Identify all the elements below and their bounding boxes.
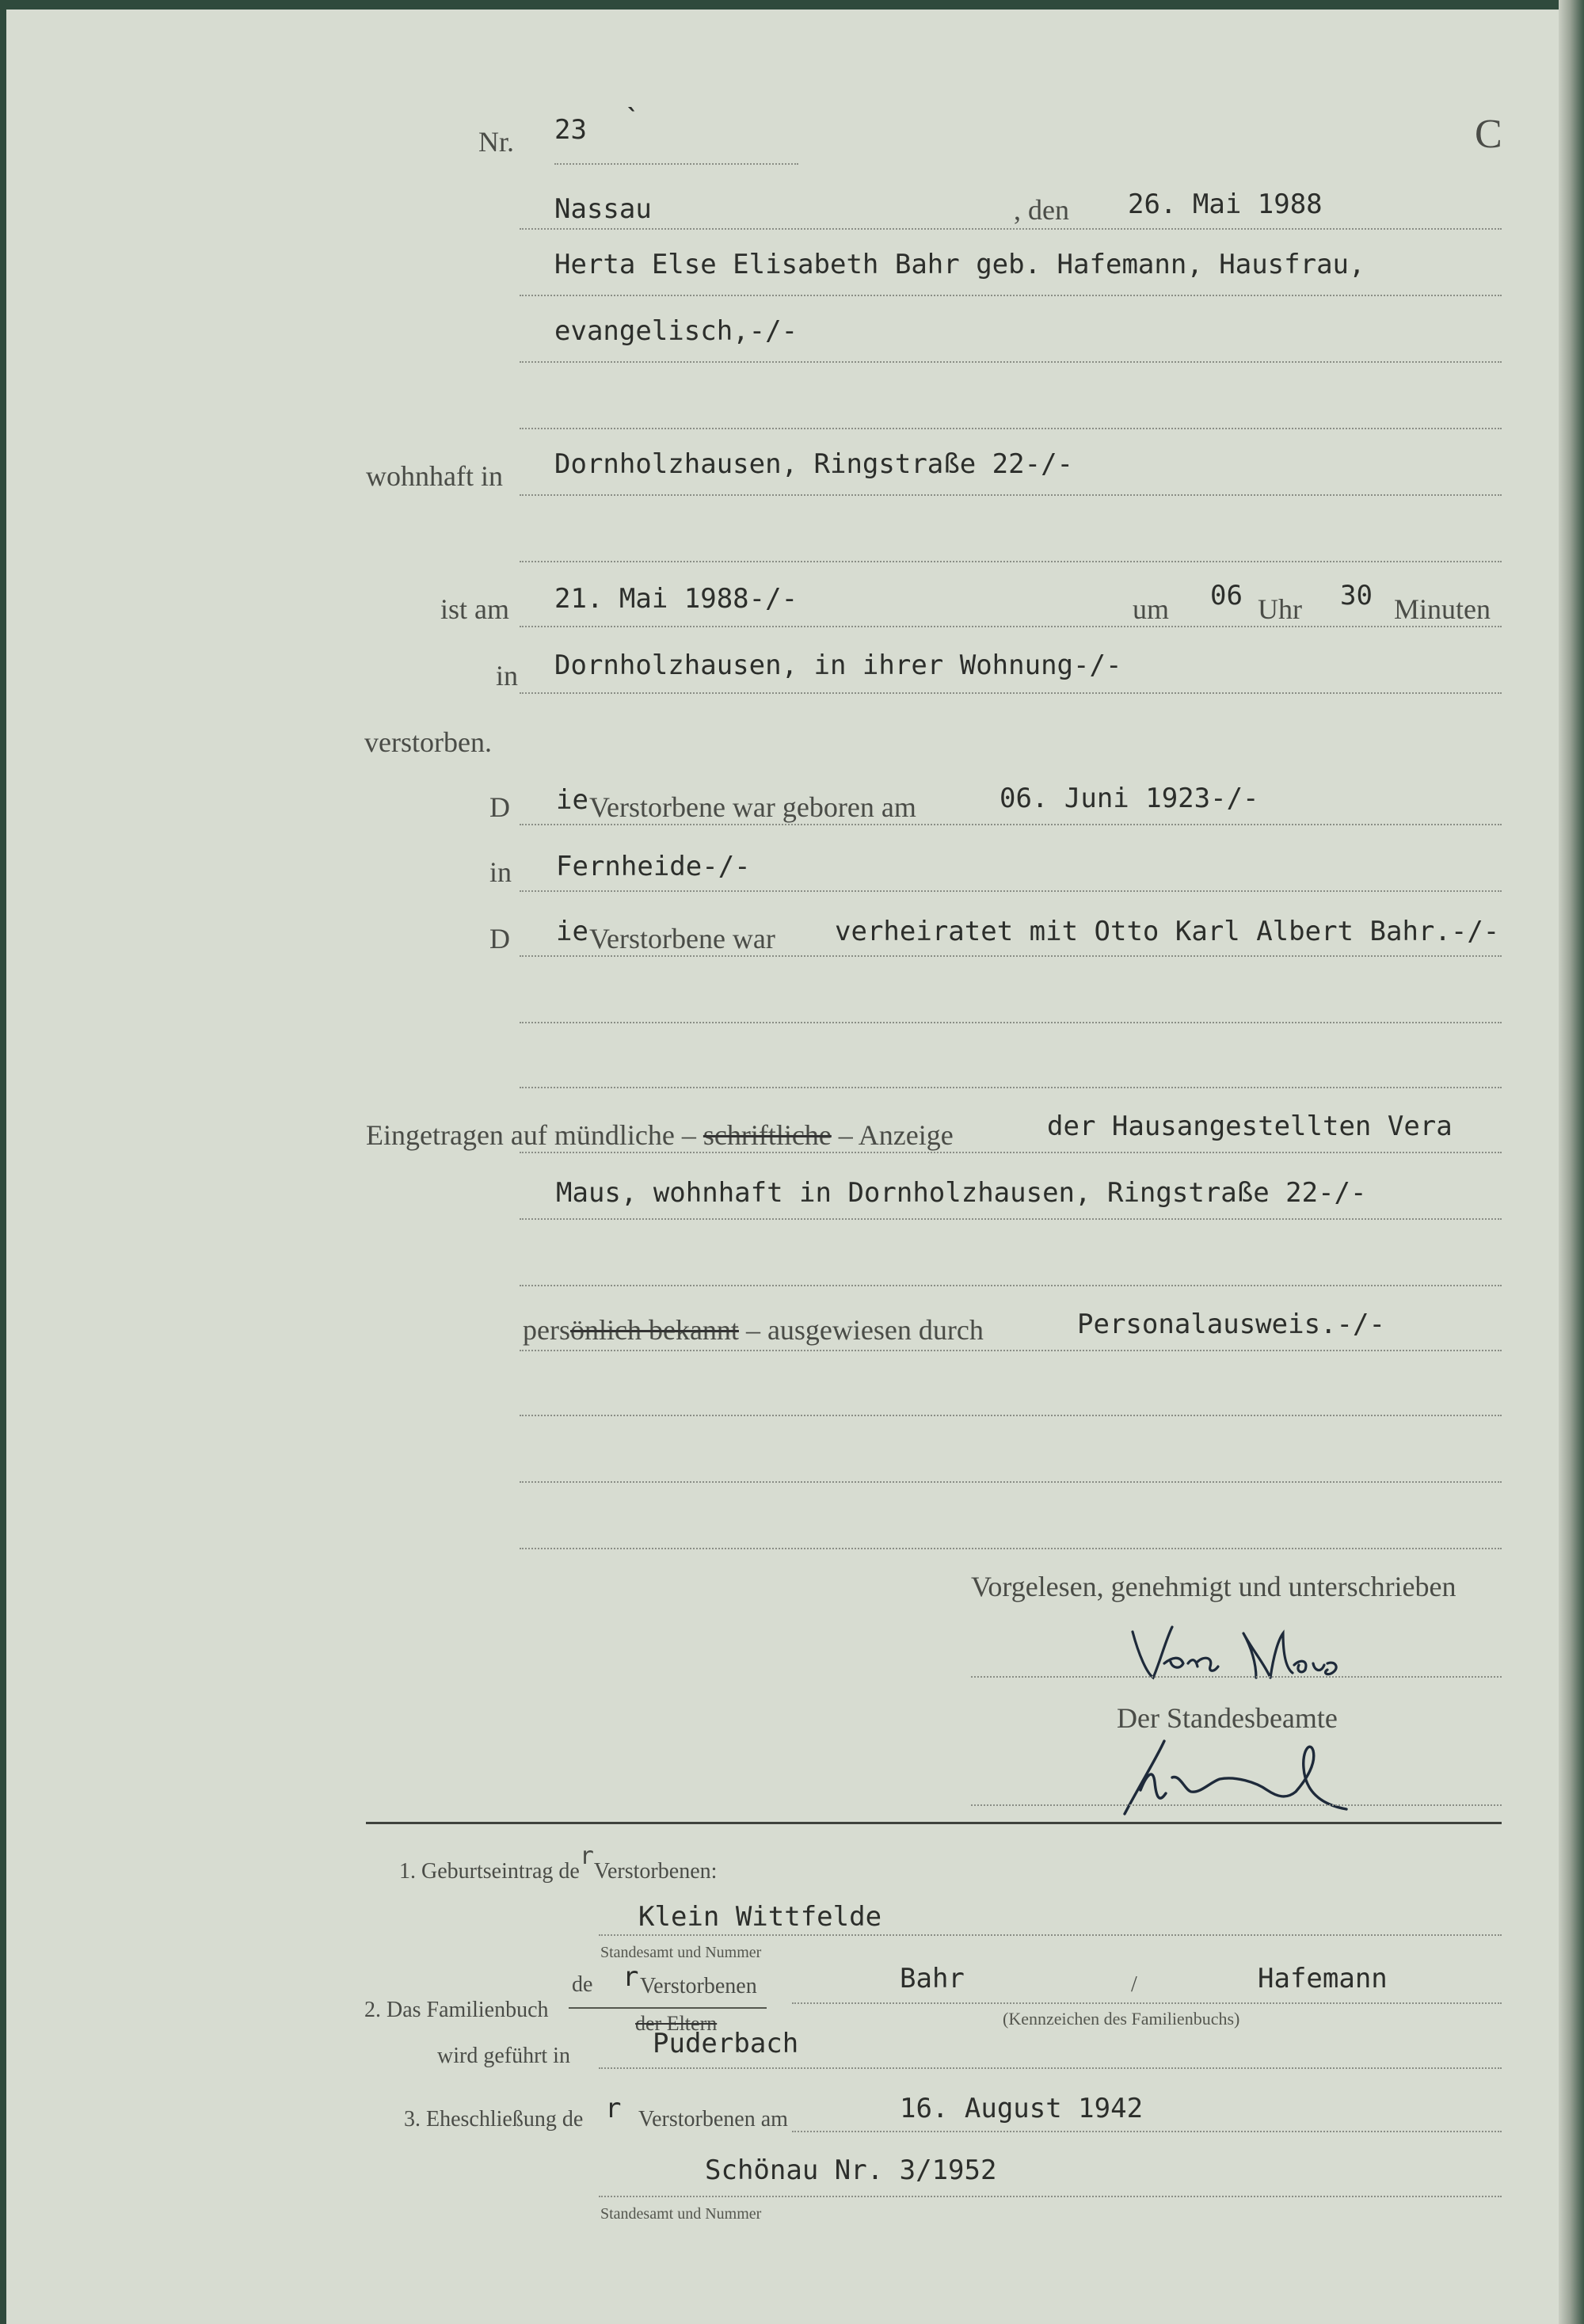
footer-item2-kennzeichen: (Kennzeichen des Familienbuchs) bbox=[1003, 2009, 1240, 2029]
birth-ie: ie bbox=[556, 784, 588, 816]
footer-item2-verstorbenen: Verstorbenen bbox=[640, 1974, 757, 1998]
line-registration2 bbox=[520, 1218, 1502, 1220]
registrar-signature bbox=[1109, 1727, 1378, 1822]
line-footer-item3-place bbox=[599, 2196, 1502, 2197]
line-blank3 bbox=[520, 1022, 1502, 1023]
birth-date: 06. Juni 1923-/- bbox=[1000, 783, 1259, 814]
identification-value: Personalausweis.-/- bbox=[1077, 1309, 1385, 1340]
uhr-label: Uhr bbox=[1258, 593, 1302, 625]
footer-item3-sup: r bbox=[605, 2093, 622, 2124]
footer-item1-label: 1. Geburtseintrag derVerstorbenen: bbox=[399, 1842, 718, 1884]
person-line1: Herta Else Elisabeth Bahr geb. Hafemann, Hausfrau, bbox=[554, 249, 1365, 280]
line-person1 bbox=[520, 295, 1502, 296]
registration-value1: der Hausangestellten Vera bbox=[1047, 1111, 1453, 1142]
footer-item3-post: Verstorbenen am bbox=[638, 2107, 788, 2132]
line-death-place bbox=[520, 692, 1502, 694]
line-blank8 bbox=[520, 1548, 1502, 1549]
footer-item1-value: Klein Wittfelde bbox=[638, 1901, 882, 1933]
line-blank2 bbox=[520, 561, 1502, 562]
nr-value: 23 bbox=[554, 114, 587, 146]
den-label: , den bbox=[1014, 194, 1069, 226]
nr-line bbox=[554, 163, 798, 165]
minuten-label: Minuten bbox=[1394, 593, 1491, 625]
marital-ie: ie bbox=[556, 916, 588, 947]
um-label: um bbox=[1133, 593, 1170, 625]
verstorben-label: verstorben. bbox=[364, 726, 492, 758]
footer-item2-name1: Bahr bbox=[900, 1963, 965, 1994]
footer-item3-date: 16. August 1942 bbox=[900, 2093, 1144, 2124]
birth-d-label: D bbox=[489, 791, 510, 823]
line-registration1 bbox=[520, 1152, 1502, 1153]
footer-item2-label: 2. Das Familienbuch bbox=[364, 1998, 549, 2022]
line-identification bbox=[520, 1350, 1502, 1351]
line-blank1 bbox=[520, 428, 1502, 429]
line-footer-item2-place bbox=[599, 2067, 1502, 2069]
death-hour: 06 bbox=[1210, 580, 1243, 611]
read-approved-label: Vorgelesen, genehmigt und unterschrieben bbox=[971, 1571, 1456, 1602]
registry-place: Nassau bbox=[554, 193, 652, 225]
nr-label: Nr. bbox=[478, 126, 514, 158]
line-birth-place bbox=[520, 890, 1502, 892]
line-marital bbox=[520, 955, 1502, 957]
line-blank5 bbox=[520, 1285, 1502, 1286]
death-date: 21. Mai 1988-/- bbox=[554, 583, 798, 615]
footer-item2-de: de bbox=[572, 1972, 593, 1997]
footer-item2-eltern: der Eltern bbox=[635, 2012, 718, 2035]
residence-label: wohnhaft in bbox=[366, 460, 503, 492]
footer-item3-label: 3. Eheschließung de bbox=[404, 2107, 584, 2132]
footer-item3-place: Schönau Nr. 3/1952 bbox=[705, 2154, 997, 2186]
line-residence bbox=[520, 494, 1502, 496]
footer-divider bbox=[366, 1822, 1502, 1824]
ist-am-label: ist am bbox=[440, 593, 509, 625]
line-blank7 bbox=[520, 1481, 1502, 1483]
marital-value: verheiratet mit Otto Karl Albert Bahr.-/- bbox=[835, 916, 1500, 947]
footer-item1-caption: Standesamt und Nummer bbox=[600, 1944, 762, 1961]
line-footer-item1 bbox=[599, 1934, 1502, 1936]
death-place: Dornholzhausen, in ihrer Wohnung-/- bbox=[554, 650, 1122, 681]
person-line2: evangelisch,-/- bbox=[554, 315, 798, 347]
footer-item3-caption: Standesamt und Nummer bbox=[600, 2205, 762, 2223]
footer-item2-name2: Hafemann bbox=[1258, 1963, 1388, 1994]
footer-item2-rule bbox=[569, 2007, 767, 2009]
line-footer-item3-date bbox=[792, 2131, 1502, 2132]
line-registrar-signature bbox=[971, 1804, 1502, 1806]
registration-value2: Maus, wohnhaft in Dornholzhausen, Ringstraße 22-/- bbox=[556, 1177, 1367, 1209]
line-footer-item2 bbox=[792, 2002, 1502, 2004]
identification-label: persönlich bekannt – ausgewiesen durch bbox=[523, 1314, 984, 1346]
line-death-date bbox=[520, 626, 1502, 627]
line-blank4 bbox=[520, 1087, 1502, 1088]
line-place-date bbox=[520, 228, 1502, 230]
footer-item2-wird-label: wird geführt in bbox=[437, 2044, 570, 2068]
binding-edge bbox=[1559, 0, 1584, 2324]
line-person2 bbox=[520, 361, 1502, 363]
footer-item2-sup: r bbox=[623, 1961, 639, 1993]
line-birth-date bbox=[520, 824, 1502, 825]
tick-mark: ` bbox=[626, 105, 641, 132]
birth-in-label: in bbox=[489, 856, 512, 888]
line-blank6 bbox=[520, 1415, 1502, 1416]
line-informant-signature bbox=[971, 1676, 1502, 1678]
footer-item2-slash: / bbox=[1131, 1972, 1137, 1997]
registration-label: Eingetragen auf mündliche – schriftliche – Anzeige bbox=[366, 1119, 954, 1151]
residence-value: Dornholzhausen, Ringstraße 22-/- bbox=[554, 448, 1074, 480]
marital-d-label: D bbox=[489, 923, 510, 954]
death-minutes: 30 bbox=[1340, 580, 1373, 611]
footer-item2-place: Puderbach bbox=[653, 2028, 799, 2059]
form-letter: C bbox=[1475, 112, 1502, 157]
registry-date: 26. Mai 1988 bbox=[1128, 189, 1323, 220]
birth-label: Verstorbene war geboren am bbox=[589, 791, 916, 823]
marital-label: Verstorbene war bbox=[589, 923, 775, 954]
death-in-label: in bbox=[496, 660, 519, 691]
registrar-label: Der Standesbeamte bbox=[1117, 1702, 1338, 1734]
birth-place: Fernheide-/- bbox=[556, 851, 751, 882]
